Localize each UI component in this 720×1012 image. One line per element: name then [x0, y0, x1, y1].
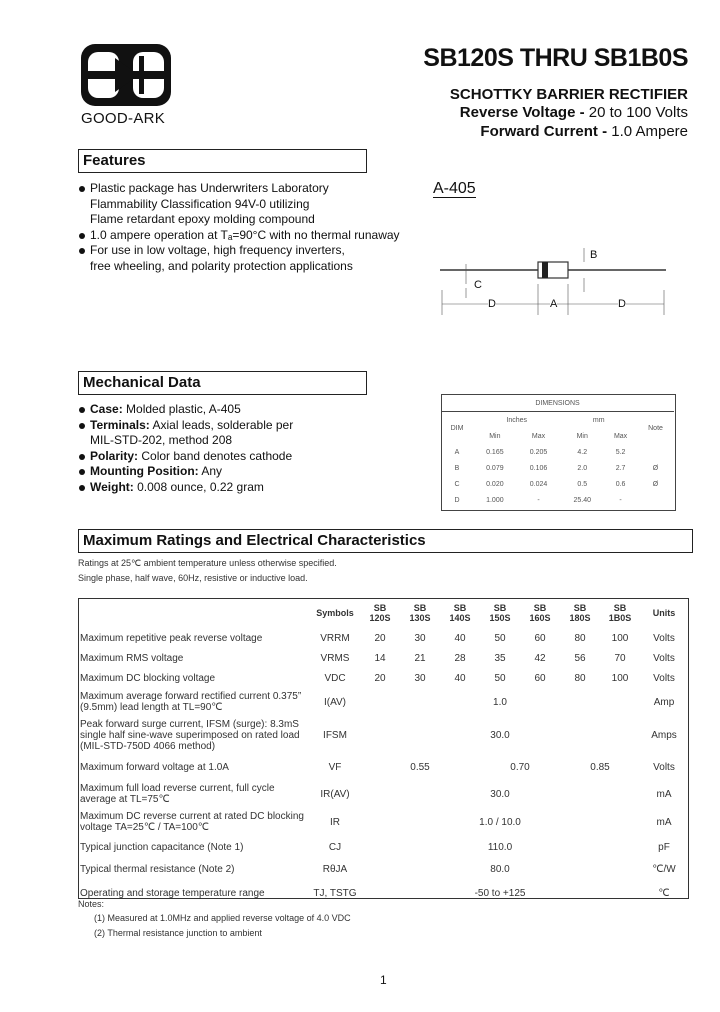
table-row — [78, 808, 688, 836]
ratings-body — [78, 628, 688, 906]
parameter-name: Maximum DC blocking voltage — [80, 672, 216, 684]
table-cell: 0.165 — [486, 448, 504, 456]
parameter-name: Operating and storage temperature range — [80, 887, 265, 899]
symbol: IR — [330, 816, 340, 828]
table-row — [78, 668, 688, 688]
brand-name: GOOD-ARK — [81, 110, 166, 127]
table-cell: Ø — [652, 480, 659, 488]
value: 21 — [414, 652, 426, 664]
value: 60 — [534, 632, 546, 644]
value: 42 — [534, 652, 546, 664]
column-header: SB 160S — [529, 603, 551, 623]
reverse-voltage-spec — [460, 104, 688, 121]
page-number: 1 — [380, 973, 387, 987]
unit: Volts — [653, 632, 675, 644]
value: 50 — [494, 672, 506, 684]
value: 110.0 — [487, 841, 513, 853]
list-item: Polarity: Color band denotes cathode — [78, 449, 418, 465]
value: 35 — [494, 652, 506, 664]
parameter-name: Maximum DC reverse current at rated DC blocking voltage TA=25℃ / TA=100℃ — [80, 811, 304, 833]
value: 28 — [454, 652, 466, 664]
table-cell: 5.2 — [615, 448, 626, 456]
mechanical-heading: Mechanical Data — [78, 371, 367, 395]
ratings-table — [78, 598, 688, 906]
ratings-heading: Maximum Ratings and Electrical Characteristics — [78, 529, 693, 553]
dim-label-d2: D — [618, 298, 626, 310]
column-header: SB 150S — [489, 603, 511, 623]
value: 80 — [574, 672, 586, 684]
table-cell: - — [537, 496, 540, 504]
dimensions-title: DIMENSIONS — [441, 395, 674, 412]
table-cell: 1.000 — [486, 496, 504, 504]
value: 0.55 — [410, 761, 430, 773]
table-cell: 0.020 — [486, 480, 504, 488]
table-cell: B — [454, 464, 460, 472]
column-header: SB 1B0S — [608, 603, 632, 623]
col-dim: DIM — [450, 424, 464, 432]
parameter-name: Maximum forward voltage at 1.0A — [80, 761, 229, 773]
dimensions-rows — [441, 444, 674, 508]
value: 40 — [454, 672, 466, 684]
value: 20 — [374, 672, 386, 684]
table-cell: Ø — [652, 464, 659, 472]
table-cell: 0.5 — [577, 480, 588, 488]
table-cell: D — [454, 496, 460, 504]
table-cell: 0.205 — [529, 448, 548, 456]
symbol: VDC — [324, 672, 346, 684]
value: 20 — [374, 632, 386, 644]
unit: Amp — [653, 696, 675, 708]
features-list — [78, 181, 418, 274]
column-header: SB 130S — [409, 603, 431, 623]
list-item: Weight: 0.008 ounce, 0.22 gram — [78, 480, 418, 496]
mechanical-list — [78, 402, 418, 495]
value: 1.0 / 10.0 — [479, 816, 521, 828]
value: 50 — [494, 632, 506, 644]
table-cell: A — [454, 448, 460, 456]
list-item: MIL-STD-202, method 208 — [90, 433, 233, 447]
symbol: IFSM — [323, 729, 347, 741]
dim-label-a: A — [550, 298, 558, 310]
value: 0.70 — [510, 761, 530, 773]
table-cell — [637, 492, 674, 508]
table-cell: 4.2 — [577, 448, 588, 456]
table-cell: 0.024 — [529, 480, 548, 488]
package-label: A-405 — [433, 180, 476, 197]
unit: Volts — [653, 672, 675, 684]
col-min-mm: Min — [576, 432, 588, 440]
group-inches: Inches — [506, 416, 528, 424]
symbol: VF — [328, 761, 342, 773]
parameter-name: Maximum average forward rectified current 0.375” (9.5mm) lead length at TL=90℃ — [80, 691, 302, 713]
parameter-name: Maximum RMS voltage — [80, 652, 184, 664]
unit: Amps — [651, 729, 677, 741]
forward-current-value: 1.0 Ampere — [611, 123, 688, 140]
header-param — [78, 598, 310, 628]
table-cell: 0.079 — [486, 464, 504, 472]
table-row — [78, 754, 688, 780]
note-a: (1) Measured at 1.0MHz and applied reverse voltage of 4.0 VDC — [94, 913, 351, 923]
parameter-name: Peak forward surge current, IFSM (surge): 8.3mS single half sine-wave superimposed on rated load (MIL-STD-750D 4066 method) — [80, 718, 300, 752]
value: 30 — [414, 632, 426, 644]
column-header: Units — [652, 608, 676, 618]
table-row — [441, 460, 674, 476]
dim-label-c: C — [474, 279, 482, 291]
value: 60 — [534, 672, 546, 684]
unit: Volts — [653, 652, 675, 664]
value: 100 — [611, 632, 629, 644]
value: 1.0 — [493, 696, 507, 708]
condition: TA=25℃ / TA=100℃ — [112, 822, 210, 833]
column-header: SB 120S — [369, 603, 391, 623]
table-row — [78, 880, 688, 906]
unit: ℃ — [658, 887, 670, 899]
value: 80 — [574, 632, 586, 644]
table-cell: 25.40 — [573, 496, 591, 504]
col-max-in: Max — [531, 432, 546, 440]
unit: ℃/W — [652, 863, 676, 875]
table-row — [78, 780, 688, 808]
list-item: Flammability Classification 94V-0 utilizing — [90, 196, 310, 211]
note-b: (2) Thermal resistance junction to ambient — [94, 928, 262, 938]
parameter-name: Typical thermal resistance (Note 2) — [80, 863, 235, 875]
value: 56 — [574, 652, 586, 664]
column-header: SB 180S — [569, 603, 591, 623]
list-item: 1.0 ampere operation at Tₐ=90°C with no thermal runaway — [78, 228, 418, 244]
value: 30 — [414, 672, 426, 684]
value: 100 — [611, 672, 629, 684]
list-item: Plastic package has Underwriters Laboratory — [78, 181, 418, 197]
table-cell: 2.0 — [577, 464, 588, 472]
symbol: VRRM — [320, 632, 350, 644]
table-row — [441, 476, 674, 492]
parameter-name: Typical junction capacitance (Note 1) — [80, 841, 244, 853]
symbol: CJ — [328, 841, 342, 853]
unit: mA — [656, 788, 672, 800]
table-row — [441, 444, 674, 460]
list-item: free wheeling, and polarity protection applications — [90, 258, 353, 273]
value: 0.85 — [590, 761, 610, 773]
unit: pF — [658, 841, 670, 853]
parameter-name: Maximum repetitive peak reverse voltage — [80, 632, 263, 644]
symbol: IR(AV) — [320, 788, 350, 800]
dimensions-table — [441, 395, 674, 508]
table-cell: - — [619, 496, 622, 504]
column-header: SB 140S — [449, 603, 471, 623]
list-item: Case: Molded plastic, A-405 — [78, 402, 418, 418]
table-row — [78, 628, 688, 648]
unit: mA — [656, 816, 672, 828]
table-cell: 0.106 — [529, 464, 548, 472]
table-cell: C — [454, 480, 460, 488]
group-mm: mm — [592, 416, 605, 424]
col-min-in: Min — [489, 432, 501, 440]
table-row — [441, 492, 674, 508]
table-row — [78, 836, 688, 858]
value: 80.0 — [490, 863, 510, 875]
col-note: Note — [648, 424, 663, 432]
ratings-header-row — [78, 598, 688, 628]
value: 14 — [374, 652, 386, 664]
notes-label: Notes: — [78, 899, 105, 909]
parameter-name: Maximum full load reverse current, full cycle average at TL=75℃ — [80, 783, 275, 805]
value: 70 — [614, 652, 626, 664]
table-row — [78, 716, 688, 754]
symbol: RθJA — [322, 863, 348, 875]
symbol: VRMS — [320, 652, 350, 664]
features-heading: Features — [78, 149, 367, 173]
reverse-voltage-label: Reverse Voltage - — [459, 104, 585, 121]
list-item: For use in low voltage, high frequency inverters, — [78, 243, 418, 259]
table-row — [78, 648, 688, 668]
value: 40 — [454, 632, 466, 644]
company-logo — [81, 44, 171, 106]
ratings-note-2: Single phase, half wave, 60Hz, resistive or inductive load. — [78, 573, 308, 583]
dim-label-b: B — [590, 249, 598, 261]
col-max-mm: Max — [613, 432, 628, 440]
document-title: SB120S THRU SB1B0S — [423, 44, 688, 72]
forward-current-label: Forward Current - — [480, 123, 608, 140]
list-item: Flame retardant epoxy molding compound — [90, 212, 315, 226]
table-row — [78, 858, 688, 880]
unit: Volts — [653, 761, 675, 773]
table-cell — [637, 444, 674, 460]
value: -50 to +125 — [474, 887, 526, 899]
symbol: I(AV) — [323, 696, 347, 708]
value: 30.0 — [490, 729, 510, 741]
value: 30.0 — [490, 788, 510, 800]
list-item: Terminals: Axial leads, solderable per — [78, 418, 418, 434]
table-row — [78, 688, 688, 716]
ratings-note-1: Ratings at 25℃ ambient temperature unless otherwise specified. — [78, 558, 337, 568]
column-header: Symbols — [316, 608, 354, 618]
document-subtitle: SCHOTTKY BARRIER RECTIFIER — [449, 86, 688, 103]
reverse-voltage-value: 20 to 100 Volts — [588, 104, 688, 121]
symbol: TJ, TSTG — [313, 887, 357, 899]
table-cell: 2.7 — [615, 464, 626, 472]
dim-label-d1: D — [488, 298, 496, 310]
forward-current-spec — [480, 123, 688, 140]
table-cell: 0.6 — [615, 480, 626, 488]
list-item: Mounting Position: Any — [78, 464, 418, 480]
